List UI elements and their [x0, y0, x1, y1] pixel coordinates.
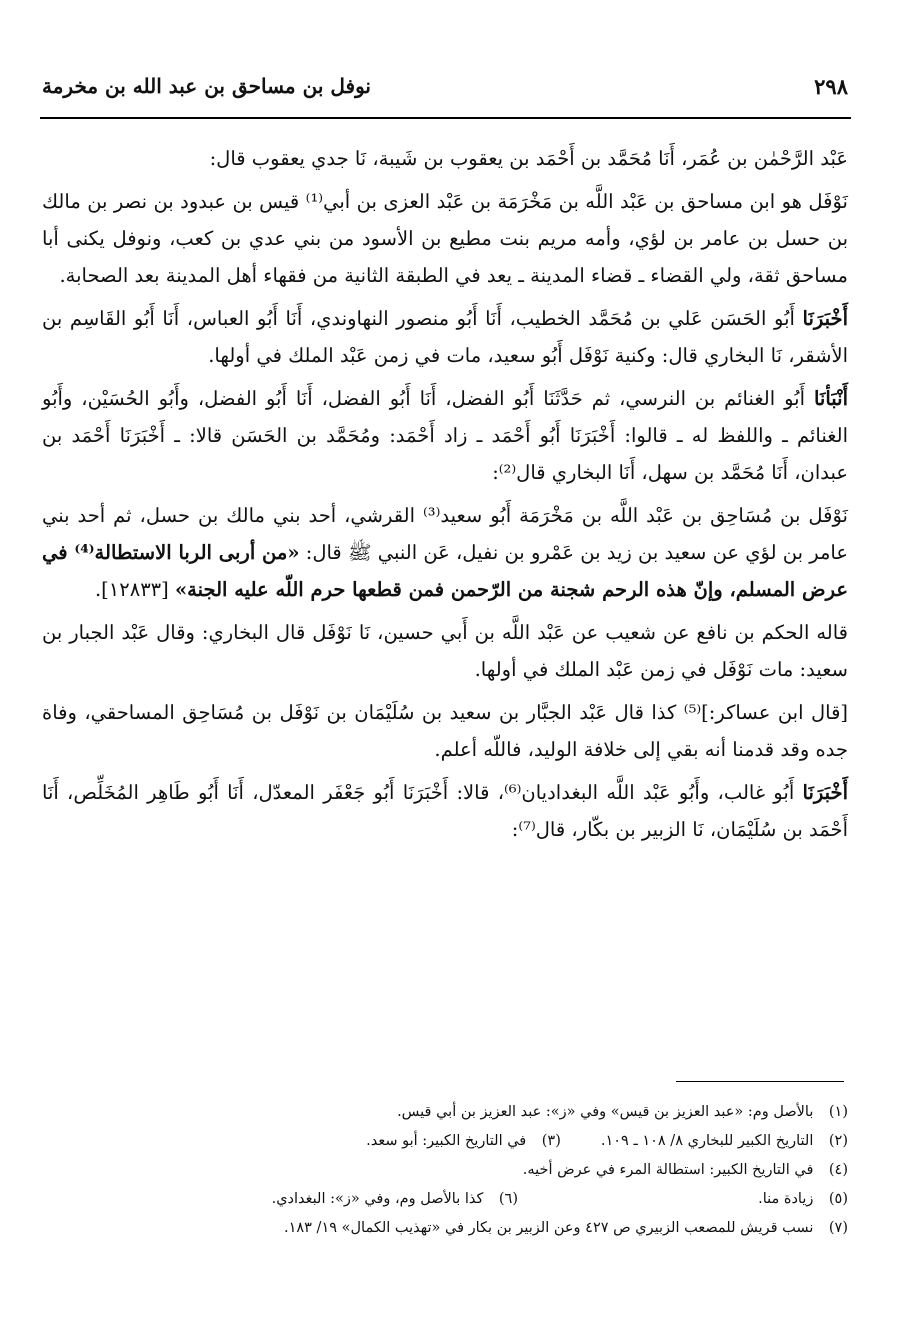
running-title: نوفل بن مساحق بن عبد الله بن مخرمة — [42, 74, 371, 98]
footnote — [558, 1185, 848, 1214]
footnote-number: (٣) — [541, 1133, 561, 1149]
paragraph — [42, 497, 848, 608]
isnad-lead-word: أَخْبَرَنَا — [802, 781, 848, 804]
footnote-number: (٧) — [828, 1220, 848, 1236]
paragraph — [42, 300, 848, 374]
paragraph — [42, 614, 848, 688]
isnad-lead-word: أَخْبَرَنَا — [802, 307, 848, 330]
footnote-number: (٢) — [828, 1133, 848, 1149]
footnote-text: التاريخ الكبير للبخاري ٨/ ١٠٨ ـ ١٠٩. — [600, 1133, 814, 1149]
page-header — [42, 68, 848, 106]
footnote-row — [150, 1214, 848, 1243]
main-text — [42, 140, 848, 854]
paragraph — [42, 380, 848, 491]
footnote-rule — [676, 1081, 844, 1082]
footnote-text: زيادة منا. — [758, 1191, 814, 1207]
footnote-row — [150, 1098, 848, 1127]
paragraph-text: قاله الحكم بن نافع عن شعيب عن عَبْد اللَّه بن أَبي حسين، نَا نَوْفَل قال البخاري: وقال عَبْد الجبار بن سعيد: مات نَوْفَل في زمن عَبْد الملك في أولها. — [42, 621, 848, 681]
isnad-lead-word: أَنْبَأنَا — [813, 387, 848, 410]
footnote-number: (٤) — [828, 1162, 848, 1178]
paragraph-text: نَوْفَل بن مُسَاحِق بن عَبْد اللَّه بن مَخْرَمَة أَبُو سعيد⁽³⁾ القرشي، أحد بني مالك بن حسل، ثم أحد بني عامر بن لؤي عن سعيد بن زيد بن عَمْرو بن نفيل، عَن النبي ﷺ قال: — [42, 504, 849, 564]
hadith-number: [١٢٨٣٣]. — [94, 578, 169, 601]
paragraph-text: أَبُو غالب، وأَبُو عَبْد اللَّه البغداديان⁽⁶⁾، قالا: أَخْبَرَنَا أَبُو جَعْفَر المعدّل، أَنَا أَبُو طَاهِر المُخَلِّص، أَنَا أَحْمَد بن سُلَيْمَان، نَا الزبير بن بكّار، قال⁽⁷⁾: — [42, 781, 848, 841]
footnote — [397, 1098, 848, 1127]
footnote-text: نسب قريش للمصعب الزبيري ص ٤٢٧ وعن الزبير بن بكار في «تهذيب الكمال» ١٩/ ١٨٣. — [283, 1220, 814, 1236]
footnote — [272, 1185, 518, 1214]
header-rule — [40, 117, 851, 119]
hadith-text: «من أربى الربا الاستطالة⁽⁴⁾ في عرض المسلم، وإنّ هذه الرحم شجنة من الرّحمن فمن قطعها حرم اللّه عليه الجنة» — [42, 541, 848, 601]
footnote-text: بالأصل وم: «عبد العزيز بن قيس» وفي «ز»: عبد العزيز بن أبي قيس. — [397, 1104, 814, 1120]
footnote-number: (٦) — [498, 1191, 518, 1207]
footnote — [366, 1127, 561, 1156]
paragraph-text: [قال ابن عساكر:]⁽⁵⁾ كذا قال عَبْد الجبَّار بن سعيد بن سُلَيْمَان بن نَوْفَل بن مُسَاحِق المساحقي، وفاة جده وقد قدمنا أنه بقي إلى خلافة الوليد، فاللّه أعلم. — [42, 701, 848, 761]
paragraph-text: أَبُو الغنائم بن النرسي، ثم حَدَّثَنَا أَبُو الفضل، أَنَا أَبُو الفضل، أَنَا أَبُو الفضل، وأَبُو الحُسَيْن، وأَبُو الغنائم ـ واللفظ له ـ قالوا: أَخْبَرَنَا أَبُو أَحْمَد ـ زاد أَحْمَد: ومُحَمَّد بن الحَسَن قالا: ـ أَخْبَرَنَا أَحْمَد بن عبدان، أَنَا مُحَمَّد بن سهل، أَنَا البخاري قال⁽²⁾: — [42, 387, 848, 484]
footnote-number: (٥) — [828, 1191, 848, 1207]
paragraph-text: نَوْفَل هو ابن مساحق بن عَبْد اللَّه بن مَخْرَمَة بن عَبْد العزى بن أبي⁽¹⁾ قيس بن عبدود بن نصر بن مالك بن حسل بن عامر بن لؤي، وأمه مريم بنت مطيع بن الأسود من بني عدي بن كعب، ونوفل يكنى أبا مساحق ثقة، ولي القضاء ـ قضاء المدينة ـ يعد في الطبقة الثانية من فقهاء أهل المدينة بعد الصحابة. — [42, 190, 848, 287]
footnote — [601, 1127, 848, 1156]
footnote — [284, 1214, 848, 1243]
footnotes — [150, 1098, 848, 1243]
paragraph-text: أَبُو الحَسَن عَلي بن مُحَمَّد الخطيب، أَنَا أَبُو منصور النهاوندي، أَنَا أَبُو العباس، أَنَا أَبُو القَاسِم بن الأشقر، نَا البخاري قال: وكنية نَوْفَل أَبُو سعيد، مات في زمن عَبْد الملك في أولها. — [42, 307, 848, 367]
footnote-text: في التاريخ الكبير: أبو سعد. — [366, 1133, 527, 1149]
paragraph — [42, 694, 848, 768]
footnote-row — [150, 1156, 848, 1185]
footnote-number: (١) — [828, 1104, 848, 1120]
paragraph — [42, 774, 848, 848]
footnote-text: في التاريخ الكبير: استطالة المرء في عرض أخيه. — [522, 1162, 814, 1178]
footnote — [523, 1156, 848, 1185]
paragraph — [42, 140, 848, 177]
footnote-text: كذا بالأصل وم، وفي «ز»: البغدادي. — [271, 1191, 484, 1207]
footnote-row — [150, 1185, 848, 1214]
footnote-row — [150, 1127, 848, 1156]
paragraph-text: عَبْد الرَّحْمٰن بن عُمَر، أَنَا مُحَمَّد بن أَحْمَد بن يعقوب بن شَيبة، نَا جدي يعقوب قال: — [209, 147, 848, 170]
page-number: ٢٩٨ — [814, 74, 848, 99]
paragraph — [42, 183, 848, 294]
